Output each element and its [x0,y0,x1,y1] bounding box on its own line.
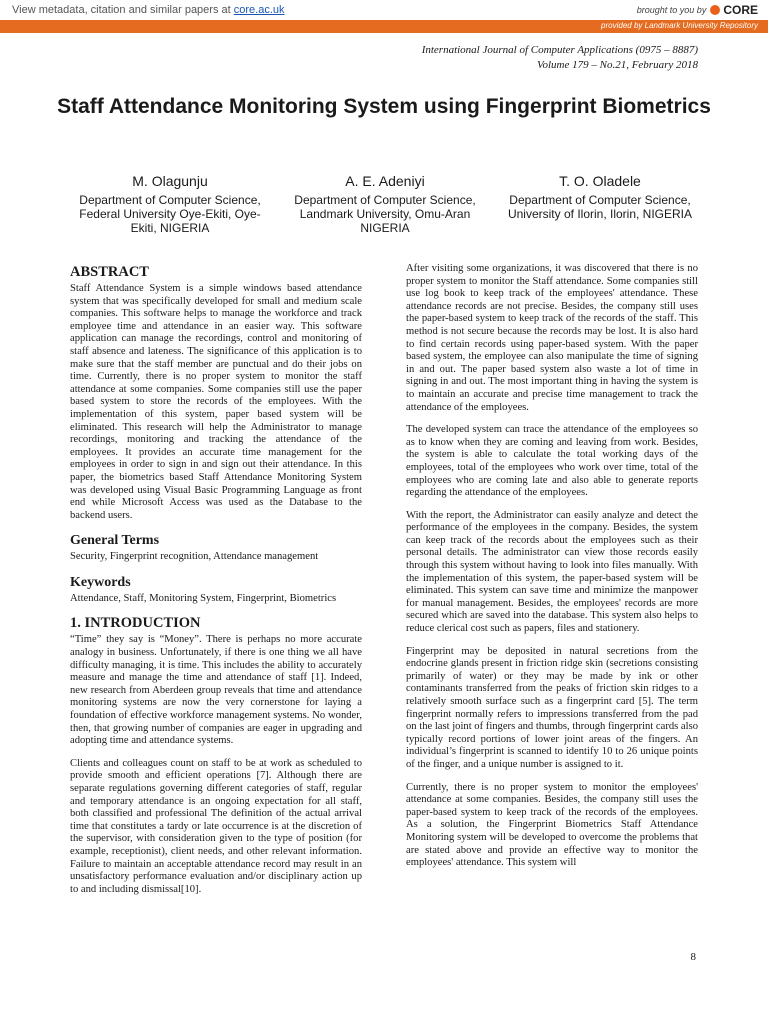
core-brand[interactable] [637,3,758,17]
core-view-text: View metadata, citation and similar papers at [12,4,231,16]
introduction-heading: 1. INTRODUCTION [70,615,201,632]
abstract-heading: ABSTRACT [70,264,149,280]
core-banner-bottom [0,20,768,33]
keywords-heading: Keywords [70,574,131,590]
provided-by-text[interactable]: provided by Landmark University Repository [601,21,758,30]
keywords-text: Attendance, Staff, Monitoring System, Fingerprint, Biometrics [70,592,337,604]
journal-volume: Volume 179 – No.21, February 2018 [536,59,698,71]
introduction-paragraph: “Time” they say is “Money”. There is perhaps no more accurate analogy in business. Unfortunately, if there is one thing we all have difficulty managing, it is time. This includes the ability to accurately measure and manage the time and attendance of staff [1]. Indeed, new research from Aberdeen group reveals that time and attendance monitoring systems are now the very cornerstone for laying a foundation of effective workforce management systems. No wonder, then, that growing number of companies are eager in upgrading and adopting time and attendance systems. [70,634,362,747]
abstract-text: Staff Attendance System is a simple windows based attendance system that was specifically developed for small and medium scale companies. This software helps to manage the workforce and track employee time and attendance in an easier way. This software application can manage the recordings, control and monitoring of staff absence and lateness. The significance of this application is to make sure that the staff member are punctual and do their jobs on time. Currently, there is no proper system to monitor the staff attendance at some companies. Some companies still use the paper based system to store the records of the employees. With the implementation of this system, paper based system will be eliminated. This research will help the Administrator to manage recordings, monitoring and tracking the attendance of the employees. It provides an accurate time management for the employees in order to sign in and sign out their attendance. In this paper, the biometrics based Staff Attendance Monitoring System was developed using Visual Basic Programming Language as front end while Microsoft Access was used as the Database to the backend users. [70,283,362,521]
body-paragraph: Fingerprint may be deposited in natural secretions from the endocrine glands present in friction ridge skin (secretions consisting primarily of water) or they may be made by ink or other contaminants transferred from the peaks of friction skin ridges to a relatively smooth surface such as a fingerprint card [5]. The term fingerprint normally refers to impressions transferred from the pad on the last joint of fingers and thumbs, through fingerprint cards also typically record portions of lower joint areas of the fingers. An individual’s fingerprint is scanned to identify 10 to 26 unique points of the finger, and a unique number is assigned to it. [406,645,698,770]
core-metadata-link[interactable] [12,4,285,16]
author-affiliation: Department of Computer Science, University of Ilorin, Ilorin, NIGERIA [507,193,693,221]
author-list [70,174,700,235]
core-banner-top [0,0,768,20]
author-block [70,174,270,235]
author-affiliation: Department of Computer Science, Landmark University, Omu-Aran NIGERIA [294,193,476,235]
author-name: T. O. Oladele [559,173,641,189]
author-name: M. Olagunju [132,173,208,189]
paper-title: Staff Attendance Monitoring System using Fingerprint Biometrics [57,95,711,118]
core-ac-uk-link[interactable]: core.ac.uk [233,4,285,16]
page-number: 8 [690,951,696,963]
brought-to-you-text: brought to you by [636,5,707,15]
body-paragraph: The developed system can trace the attendance of the employees so as to know when they are coming and leaving from work. Besides, the system is able to calculate the total working days of the employees, total of the employees who work over time, total of the employees who are coming late and also able to generate reports regarding the attendance of the employees. [406,424,698,499]
journal-name: International Journal of Computer Applications (0975 – 8887) [421,44,698,56]
core-banner [0,0,768,33]
right-column [406,263,698,880]
journal-header [422,43,698,73]
general-terms-text: Security, Fingerprint recognition, Attendance management [70,551,319,563]
author-block [500,174,700,235]
body-paragraph: After visiting some organizations, it was discovered that there is no proper system to monitor the Staff attendance. Some companies still use log book to keep track of the employees' attendance. These attendance records are not precise. Besides, the company still uses the paper-based system to keep track of the records of the staff. This method is not secure because the records may be lost. It is also hard to find certain records using paper-based system. With the paper based system, the employee can also manipulate the time of signing in and out. The paper based system also waste a lot of time in signing in and out. The most important thing in having the system is to maintain an accurate and precise time management to track the attendance of the employees. [406,263,698,413]
core-logo-icon [710,5,720,15]
left-column [70,264,362,906]
author-block [285,174,485,235]
core-logo-text: CORE [723,3,758,17]
core-logo[interactable] [710,3,758,17]
body-paragraph: Currently, there is no proper system to monitor the employees' attendance at some companies. Besides, the company still uses the paper-based system to keep track of the records of the employees. As a solution, the Fingerprint Biometrics Staff Attendance Monitoring system will be developed to overcome the problems that are stated above and provide an effective way to monitor the employees' attendance. This system will [406,781,698,869]
general-terms-heading: General Terms [70,533,160,549]
body-paragraph: With the report, the Administrator can easily analyze and detect the performance of the employees in the company. Besides, the system can keep track of the records about the employees such as their personal details. The administrator can view those records easily through this system without having to look into files manually. With the implementation of this system, the paper-based system will be eliminated. This system can save time and minimize the manpower for manual management. Besides, the employees' records are more secured which are saved into the database. This system also helps to reduce clerical cost such as papers, files and stationery. [406,509,698,635]
author-affiliation: Department of Computer Science, Federal University Oye-Ekiti, Oye-Ekiti, NIGERIA [79,193,261,235]
author-name: A. E. Adeniyi [345,173,425,189]
introduction-paragraph: Clients and colleagues count on staff to be at work as scheduled to provide smooth and efficient operations [7]. Although there are separate regulations governing different categories of staff, regular and temporary attendance is an ongoing expectation for all staff, both classified and professional The definition of the actual arrival time that constitutes a tardy or late occurrence is at the discretion of the supervisor, with consideration given to the type of position (for example, receptionist), client needs, and other relevant information. Failure to maintain an acceptable attendance record may result in an unsatisfactory performance evaluation and/or disciplinary action up to and including dismissal[10]. [70,757,362,895]
